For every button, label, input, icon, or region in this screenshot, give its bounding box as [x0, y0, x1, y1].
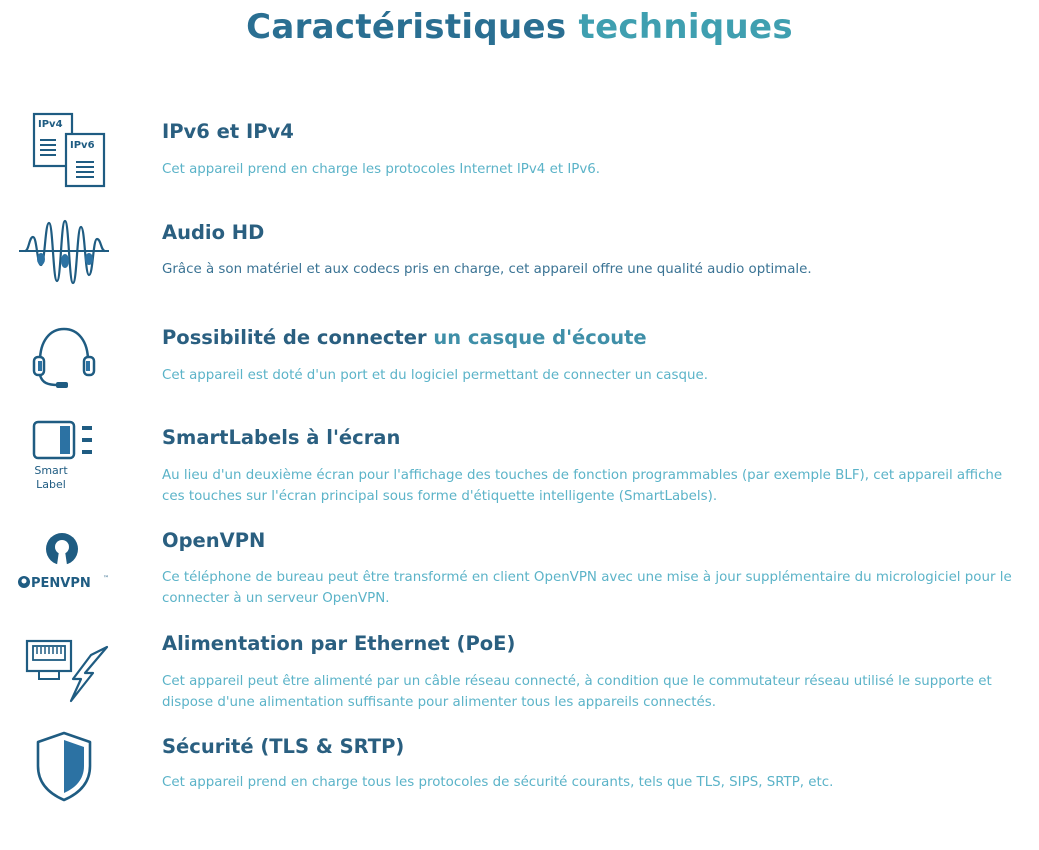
feature-title: Alimentation par Ethernet (PoE) [162, 632, 516, 655]
feature-title [162, 325, 647, 351]
page-title-part1: Caractéristiques [246, 7, 567, 47]
ipv6-icon-text: IPv6 [70, 140, 95, 151]
smart-icon-text: Smart [34, 464, 68, 477]
page-title-part2: techniques [578, 7, 793, 47]
ipv4-ipv6-document-icon [18, 112, 110, 188]
trademark-mark: ™ [103, 575, 109, 582]
feature-title-accent: un casque d'écoute [433, 326, 647, 349]
feature-title: Sécurité (TLS & SRTP) [162, 735, 405, 758]
openvpn-logo-text: PENVPN [31, 576, 91, 591]
audio-waveform-icon [18, 214, 110, 290]
feature-description: Cet appareil prend en charge tous les protocoles de sécurité courants, tels que TLS, SIPS, SRTP, etc. [162, 775, 834, 790]
feature-description: Cet appareil est doté d'un port et du logiciel permettant de connecter un casque. [162, 368, 708, 383]
feature-description: Cet appareil peut être alimenté par un câble réseau connecté, à condition que le commutateur réseau utilisé le supporte et dispose d'une alimentation suffisante pour alimenter tous les appareils connectés. [162, 674, 992, 710]
feature-description: Ce téléphone de bureau peut être transformé en client OpenVPN avec une mise à jour supplémentaire du micrologiciel pour le connecter à un serveur OpenVPN. [162, 570, 1012, 606]
ipv4-icon-text: IPv4 [38, 119, 63, 130]
feature-description: Cet appareil prend en charge les protocoles Internet IPv4 et IPv6. [162, 162, 601, 177]
feature-title: IPv6 et IPv4 [162, 120, 294, 143]
label-icon-text: Label [36, 478, 66, 491]
headset-icon [18, 318, 110, 394]
feature-title: OpenVPN [162, 529, 266, 552]
security-shield-icon [18, 728, 110, 804]
ethernet-power-icon [18, 630, 110, 706]
smart-label-icon [18, 418, 110, 494]
feature-title: SmartLabels à l'écran [162, 426, 401, 449]
openvpn-logo-icon [18, 524, 110, 600]
feature-title: Audio HD [162, 221, 265, 244]
feature-description: Au lieu d'un deuxième écran pour l'affichage des touches de fonction programmables (par exemple BLF), cet appareil affiche ces touches sur l'écran principal sous forme d'étiquette intelligente (SmartLabels). [162, 468, 1003, 504]
feature-description: Grâce à son matériel et aux codecs pris en charge, cet appareil offre une qualité audio optimale. [162, 262, 812, 277]
page-title [0, 4, 1039, 50]
feature-title-main: Possibilité de connecter [162, 326, 434, 349]
